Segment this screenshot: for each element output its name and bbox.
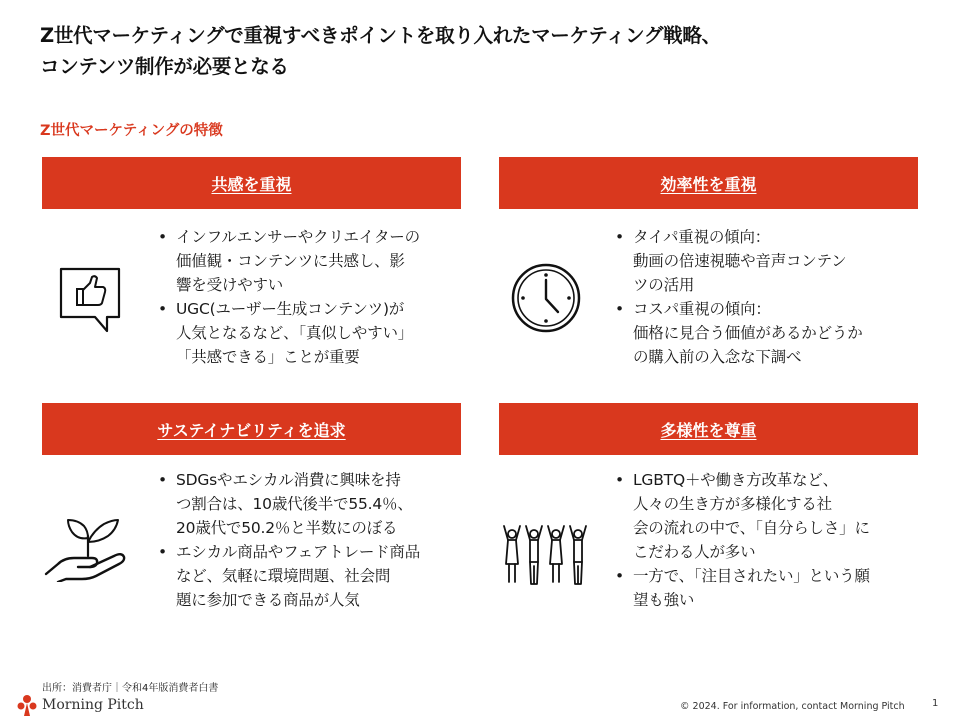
list-item: • UGC(ユーザー生成コンテンツ)が 人気となるなど、「真似しやすい」 「共感できる」ことが重要 <box>158 297 420 369</box>
card-heading-label: 効率性を重視 <box>660 174 757 194</box>
plant-in-hand-icon <box>44 510 136 582</box>
list-item: • コスパ重視の傾向： 価格に見合う価値があるかどうか の購入前の入念な下調べ <box>615 297 863 369</box>
page-number: 1 <box>932 698 939 709</box>
card-heading-label: 多様性を尊重 <box>660 420 757 440</box>
card-bullets-diversity <box>615 468 870 612</box>
clock-icon <box>510 262 582 334</box>
list-item: • SDGsやエシカル消費に興味を持 つ割合は、10歳代後半で55.4％、 20歳代で50.2％と半数にのぼる <box>158 468 420 540</box>
card-heading-label: サステイナビリティを追求 <box>157 420 346 440</box>
slide-title-line-1: Z世代マーケティングで重視すべきポイントを取り入れたマーケティング戦略、 <box>40 24 721 47</box>
thumbs-up-speech-bubble-icon <box>57 265 123 337</box>
card-bullets-efficiency <box>615 225 863 369</box>
list-item: • インフルエンサーやクリエイターの 価値観・コンテンツに共感し、影 響を受けやすい <box>158 225 420 297</box>
list-item: • エシカル商品やフェアトレード商品 など、気軽に環境問題、社会問 題に参加できる商品が人気 <box>158 540 420 612</box>
slide-title <box>40 20 920 82</box>
card-heading-empathy <box>42 157 461 209</box>
copyright-notice: © 2024. For information, contact Morning Pitch <box>680 701 905 712</box>
card-heading-diversity <box>499 403 918 455</box>
morning-pitch-logo-icon <box>16 693 38 717</box>
logo-wordmark: Morning Pitch <box>42 697 144 713</box>
card-heading-sustainability <box>42 403 461 455</box>
slide-title-line-2: コンテンツ制作が必要となる <box>40 55 289 78</box>
company-logo <box>16 693 144 717</box>
diverse-people-icon <box>498 524 594 588</box>
section-subtitle: Z世代マーケティングの特徴 <box>40 123 223 139</box>
list-item: • 一方で、「注目されたい」という願 望も強い <box>615 564 870 612</box>
card-heading-efficiency <box>499 157 918 209</box>
card-bullets-empathy <box>158 225 420 369</box>
list-item: • LGBTQ＋や働き方改革など、 人々の生き方が多様化する社 会の流れの中で、「自分らしさ」に こだわる人が多い <box>615 468 870 564</box>
card-bullets-sustainability <box>158 468 420 612</box>
list-item: • タイパ重視の傾向： 動画の倍速視聴や音声コンテン ツの活用 <box>615 225 863 297</box>
card-heading-label: 共感を重視 <box>211 174 292 194</box>
source-note: 出所：消費者庁｜令和4年版消費者白書 <box>42 683 219 694</box>
